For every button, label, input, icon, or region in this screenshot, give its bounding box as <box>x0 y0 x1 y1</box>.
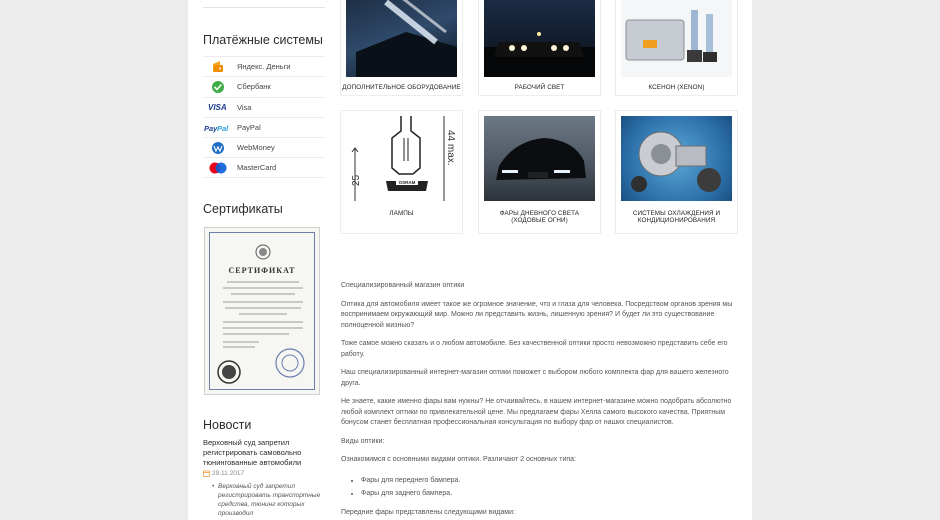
main-content <box>341 281 733 520</box>
webmoney-icon <box>203 138 233 158</box>
category-label: СИСТЕМЫ ОХЛАЖДЕНИЯ И КОНДИЦИОНИРОВАНИЯ <box>632 210 721 224</box>
sberbank-icon <box>203 77 233 97</box>
category-label: РАБОЧИЙ СВЕТ <box>514 84 565 91</box>
category-tile-xenon[interactable] <box>615 0 738 96</box>
category-image <box>621 0 732 77</box>
category-label: ДОПОЛНИТЕЛЬНОЕ ОБОРУДОВАНИЕ <box>342 84 461 91</box>
category-image <box>621 116 732 201</box>
payment-label: WebMoney <box>237 143 275 153</box>
category-image <box>484 116 595 201</box>
list-item: • Фары для переднего бампера. <box>361 474 733 487</box>
lamp-dimension-left: 25 <box>351 174 362 186</box>
content-paragraph: Оптика для автомобиля имеет такое же огромное значение, что и глаза для человека. Посредством органов зрения мы воспринимаем окружающий мир. Можно ли представить жизнь, лишенную зрения? И будет ли это существование полноценной жизнью? <box>341 300 733 329</box>
category-tile-cooling-ac[interactable] <box>615 110 738 234</box>
emblem-icon <box>255 244 271 260</box>
category-label: ФАРЫ ДНЕВНОГО СВЕТА (ХОДОВЫЕ ОГНИ) <box>499 210 580 224</box>
payment-label: Visa <box>237 102 252 112</box>
payment-label: PayPal <box>237 123 261 133</box>
category-tile-work-light[interactable] <box>478 0 601 96</box>
payment-item-webmoney[interactable] <box>203 137 325 157</box>
svg-text:Pal: Pal <box>217 123 229 133</box>
certificate-title: СЕРТИФИКАТ <box>228 266 296 275</box>
visa-icon <box>203 97 233 117</box>
content-paragraph: Передние фары представлены следующими видами: <box>341 508 515 516</box>
calendar-icon <box>203 470 210 477</box>
content-paragraph: Специализированный магазин оптики <box>341 282 465 289</box>
certificates-heading: Сертификаты <box>203 202 283 216</box>
category-image <box>484 0 595 77</box>
payment-label: Сбербанк <box>237 82 271 92</box>
category-label: КСЕНОН (XENON) <box>648 84 705 91</box>
category-image <box>346 116 457 201</box>
optics-type-list <box>361 474 733 500</box>
payment-label: MasterCard <box>237 163 277 173</box>
mastercard-icon <box>203 158 233 178</box>
content-paragraph: Ознакомимся с основными видами оптики. Различают 2 основных типа: <box>341 456 576 463</box>
payment-item-yandex[interactable] <box>203 56 325 76</box>
svg-text:VISA: VISA <box>208 103 227 113</box>
content-paragraph: Тоже самое можно сказать и о любом автомобиле. Без качественной оптики просто невозможно представить себе его работу. <box>341 340 728 358</box>
payment-item-visa[interactable] <box>203 97 325 117</box>
paypal-icon <box>203 118 233 138</box>
content-paragraph: Не знаете, какие именно фары вам нужны? Не отчаивайтесь, в нашем интернет-магазине можно подобрать абсолютно любой комплект оптики по привлекательной цене. Мы предлагаем фары Хелла самого высокого качества. Приятным бонусом станет бесплатная профессиональная консультация по выбору фар от наших специалистов. <box>341 398 732 426</box>
payment-systems-heading: Платёжные системы <box>203 33 323 47</box>
lamp-dimension-right: 44 max. <box>445 130 456 166</box>
svg-text:Pay: Pay <box>204 123 218 133</box>
payment-label: Яндекс. Деньги <box>237 62 291 72</box>
category-tile-additional-equipment[interactable] <box>340 0 463 96</box>
news-date <box>203 470 244 477</box>
payment-item-sberbank[interactable] <box>203 76 325 96</box>
news-excerpt: • Верховный суд запретил регистрировать транспортные средства, тюнинг которых производил <box>218 482 326 518</box>
category-image <box>346 0 457 77</box>
news-date-text: 29.11.2017 <box>212 470 245 477</box>
category-label: ЛАМПЫ <box>389 210 414 217</box>
content-paragraph: Наш специализированный интернет-магазин оптики поможет с выбором любого комплекта фар для вашего железного друга. <box>341 369 729 387</box>
category-tile-lamps[interactable] <box>340 110 463 234</box>
seal-icon <box>217 360 241 384</box>
divider <box>203 7 325 8</box>
certificate-image[interactable] <box>204 227 320 395</box>
payment-item-mastercard[interactable] <box>203 157 325 177</box>
yandex-money-icon <box>203 57 233 77</box>
certificate-text-lines <box>219 280 307 350</box>
payment-systems-list <box>203 56 325 178</box>
osram-brand-text: OSRAM <box>398 180 416 185</box>
news-title-link[interactable]: Верховный суд запретил регистрировать самовольно тюнингованные автомобили <box>203 438 302 467</box>
content-paragraph: Виды оптики: <box>341 437 385 445</box>
payment-item-paypal[interactable] <box>203 117 325 137</box>
category-tile-daytime-running-lights[interactable] <box>478 110 601 234</box>
list-item: • Фары для заднего бампера. <box>361 487 733 500</box>
stamp-icon <box>273 346 307 380</box>
news-heading: Новости <box>203 418 252 432</box>
